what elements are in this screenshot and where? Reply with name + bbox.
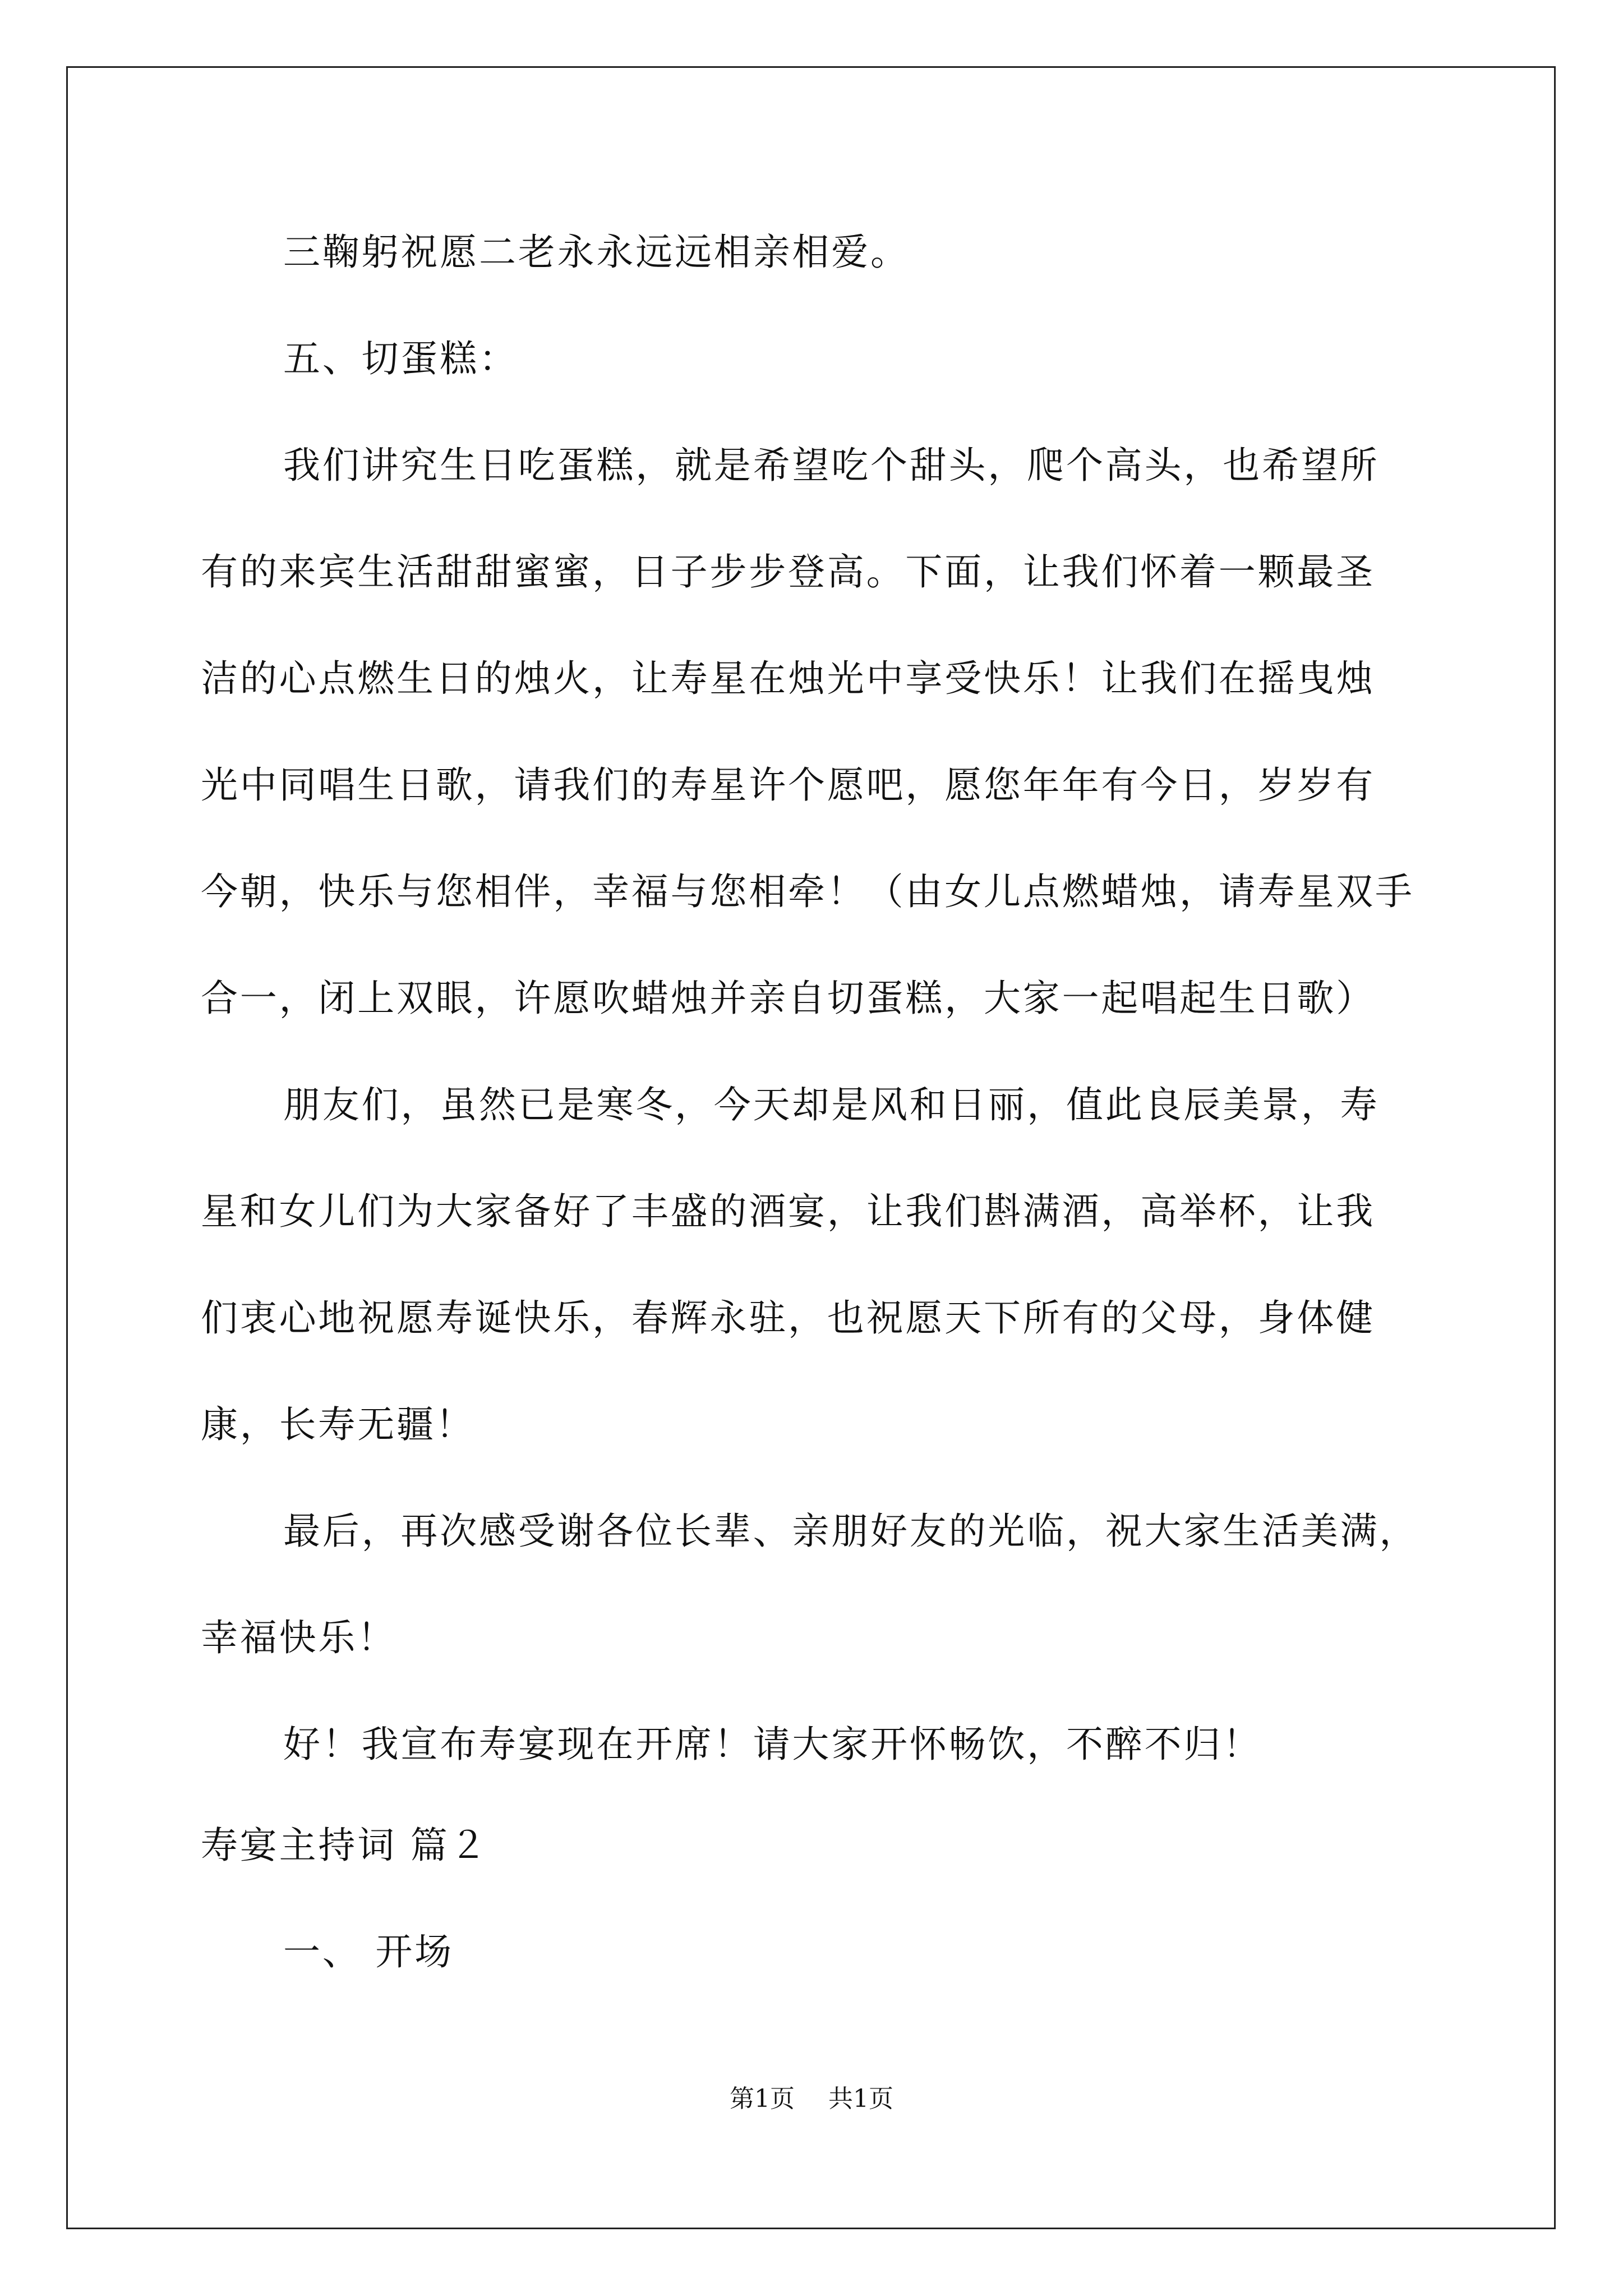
page-border	[66, 66, 1556, 2229]
text-line: 今朝，快乐与您相伴，幸福与您相牵！（由女儿点燃蜡烛，请寿星双手	[201, 870, 1414, 913]
text-line: 洁的心点燃生日的烛火，让寿星在烛光中享受快乐！让我们在摇曳烛	[201, 657, 1375, 700]
text-line: 康，长寿无疆！	[201, 1403, 475, 1446]
page-footer	[0, 2082, 1623, 2116]
page-total: 共1页	[828, 2085, 893, 2113]
text-line: 幸福快乐！	[201, 1616, 396, 1659]
text-line: 星和女儿们为大家备好了丰盛的酒宴，让我们斟满酒，高举杯，让我	[201, 1190, 1375, 1233]
text-line: 朋友们，虽然已是寒冬，今天却是风和日丽，值此良辰美景，寿	[283, 1083, 1380, 1126]
section-heading: 五、切蛋糕：	[283, 337, 518, 380]
section-heading: 一、 开场	[283, 1930, 454, 1973]
text-line: 好！我宣布寿宴现在开席！请大家开怀畅饮，不醉不归！	[283, 1723, 1262, 1766]
article-title: 寿宴主持词 篇２	[201, 1824, 489, 1867]
text-line: 我们讲究生日吃蛋糕，就是希望吃个甜头，爬个高头，也希望所	[283, 444, 1380, 487]
text-line: 最后，再次感受谢各位长辈、亲朋好友的光临，祝大家生活美满，	[283, 1510, 1419, 1553]
text-line: 三鞠躬祝愿二老永永远远相亲相爱。	[283, 231, 910, 274]
text-line: 们衷心地祝愿寿诞快乐，春辉永驻，也祝愿天下所有的父母，身体健	[201, 1296, 1375, 1340]
page-number: 第1页	[730, 2085, 795, 2113]
text-line: 光中同唱生日歌，请我们的寿星许个愿吧，愿您年年有今日，岁岁有	[201, 763, 1375, 807]
text-line: 有的来宾生活甜甜蜜蜜，日子步步登高。下面，让我们怀着一颗最圣	[201, 550, 1375, 593]
text-line: 合一，闭上双眼，许愿吹蜡烛并亲自切蛋糕，大家一起唱起生日歌）	[201, 977, 1375, 1020]
